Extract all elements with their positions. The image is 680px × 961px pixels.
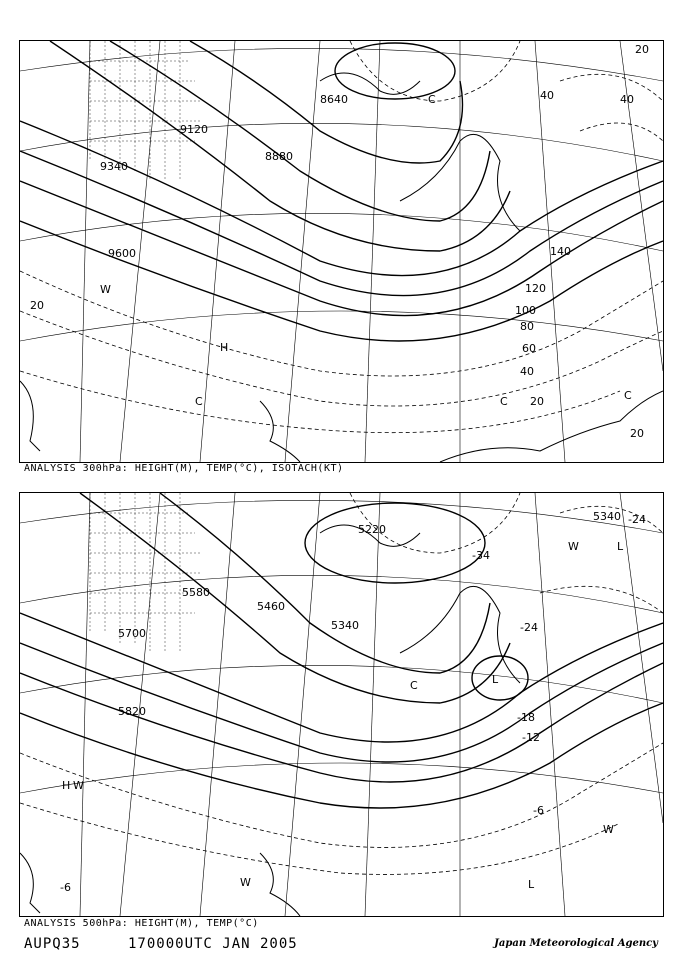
height-label: 5820 bbox=[118, 705, 146, 718]
temp-label: -34 bbox=[472, 549, 490, 562]
isotach-label: 100 bbox=[515, 304, 536, 317]
height-label: 5340 bbox=[593, 510, 621, 523]
pressure-center: W bbox=[568, 540, 579, 553]
isotach-label: 20 bbox=[635, 43, 649, 56]
isotach-label: 140 bbox=[550, 245, 571, 258]
temp-label: -24 bbox=[628, 513, 646, 526]
temp-label: -24 bbox=[520, 621, 538, 634]
pressure-center: C bbox=[410, 679, 418, 692]
product-code: AUPQ35 bbox=[24, 936, 81, 952]
pressure-center: L bbox=[492, 673, 499, 686]
height-label: 8880 bbox=[265, 150, 293, 163]
graticule bbox=[20, 493, 663, 916]
agency-name: Japan Meteorological Agency bbox=[494, 938, 658, 949]
height-label: 5340 bbox=[331, 619, 359, 632]
height-label: 9340 bbox=[100, 160, 128, 173]
temp-label: -6 bbox=[533, 804, 544, 817]
height-label: 5220 bbox=[358, 523, 386, 536]
temp-label: -18 bbox=[517, 711, 535, 724]
caption-500hpa: ANALYSIS 500hPa: HEIGHT(M), TEMP(°C) bbox=[24, 918, 259, 929]
height-label: 9600 bbox=[108, 247, 136, 260]
isotach-label: 40 bbox=[520, 365, 534, 378]
isotach-label: 60 bbox=[522, 342, 536, 355]
caption-300hpa: ANALYSIS 300hPa: HEIGHT(M), TEMP(°C), ISOTACH(KT) bbox=[24, 463, 344, 474]
pressure-center: C bbox=[195, 395, 203, 408]
chart-300hpa bbox=[19, 40, 664, 463]
pressure-center: H bbox=[220, 341, 229, 354]
height-label: 5580 bbox=[182, 586, 210, 599]
temp-label: -12 bbox=[522, 731, 540, 744]
height-label: 5460 bbox=[257, 600, 285, 613]
isotach-label: 20 bbox=[530, 395, 544, 408]
pressure-center: C bbox=[624, 389, 632, 402]
pressure-center: C bbox=[500, 395, 508, 408]
chart-300hpa-map bbox=[20, 41, 663, 462]
pressure-center: W bbox=[73, 779, 84, 792]
pressure-center: W bbox=[100, 283, 111, 296]
isotach-label: 120 bbox=[525, 282, 546, 295]
height-label: 9120 bbox=[180, 123, 208, 136]
valid-time: 170000UTC JAN 2005 bbox=[128, 936, 298, 952]
height-label: 8640 bbox=[320, 93, 348, 106]
isotach-label: 20 bbox=[630, 427, 644, 440]
pressure-center: H bbox=[62, 779, 71, 792]
pressure-center: L bbox=[528, 878, 535, 891]
height-contours bbox=[20, 41, 663, 341]
chart-500hpa bbox=[19, 492, 664, 917]
pressure-center: W bbox=[240, 876, 251, 889]
temp-label: -6 bbox=[60, 881, 71, 894]
height-label: 5700 bbox=[118, 627, 146, 640]
pressure-center: L bbox=[617, 540, 624, 553]
pressure-center: W bbox=[603, 823, 614, 836]
chart-500hpa-map bbox=[20, 493, 663, 916]
isotach-label: 20 bbox=[30, 299, 44, 312]
pressure-center: C bbox=[428, 93, 436, 106]
isotach-label: 40 bbox=[540, 89, 554, 102]
isotach-label: 80 bbox=[520, 320, 534, 333]
isotach-label: 40 bbox=[620, 93, 634, 106]
height-contours bbox=[20, 493, 663, 808]
